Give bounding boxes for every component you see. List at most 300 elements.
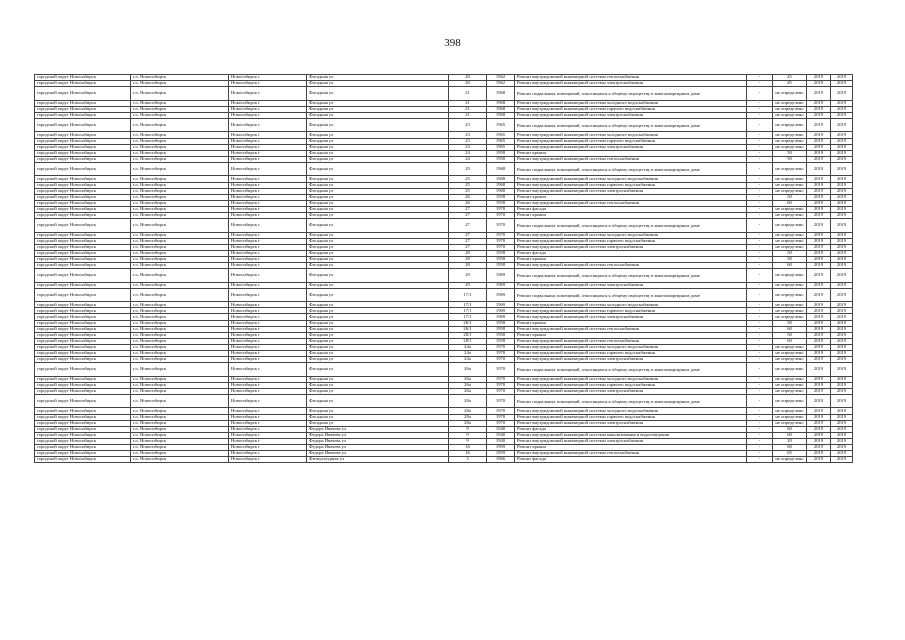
cell-district: городской округ Новосибирск (35, 112, 131, 118)
cell-cost: не определено (773, 269, 807, 283)
cell-cost: 50 (773, 332, 807, 338)
cell-city: Новосибирск г (229, 206, 307, 212)
repair-schedule-table (34, 74, 853, 463)
cell-locality: г.о. Новосибирск (131, 232, 229, 238)
cell-year-start: 2019 (807, 288, 831, 302)
cell-dash: - (747, 288, 773, 302)
cell-district: городской округ Новосибирск (35, 118, 131, 132)
cell-year-start: 2019 (807, 438, 831, 444)
cell-district: городской округ Новосибирск (35, 426, 131, 432)
cell-locality: г.о. Новосибирск (131, 188, 229, 194)
cell-year-start: 2019 (807, 363, 831, 377)
cell-cost: не определено (773, 382, 807, 388)
cell-house: 27 (449, 206, 487, 212)
cell-year-end: 2019 (831, 426, 853, 432)
cell-district: городской округ Новосибирск (35, 106, 131, 112)
cell-house: 27 (449, 238, 487, 244)
cell-street: Фасадная ул (307, 326, 449, 332)
cell-dash: - (747, 457, 773, 463)
cell-street: Фасадная ул (307, 282, 449, 288)
cell-city: Новосибирск г (229, 182, 307, 188)
cell-city: Новосибирск г (229, 308, 307, 314)
cell-locality: г.о. Новосибирск (131, 320, 229, 326)
cell-dash: - (747, 326, 773, 332)
cell-city: Новосибирск г (229, 414, 307, 420)
cell-year-start: 2019 (807, 100, 831, 106)
cell-house: 20 (449, 81, 487, 87)
cell-street: Фасадная ул (307, 219, 449, 233)
cell-year-built: 1958 (487, 256, 515, 262)
cell-year-start: 2019 (807, 351, 831, 357)
cell-city: Новосибирск г (229, 451, 307, 457)
cell-dash: - (747, 432, 773, 438)
cell-city: Новосибирск г (229, 351, 307, 357)
cell-year-start: 2019 (807, 250, 831, 256)
cell-street: Фасадная ул (307, 87, 449, 101)
cell-year-end: 2019 (831, 302, 853, 308)
cell-district: городской округ Новосибирск (35, 302, 131, 308)
cell-house: 21 (449, 87, 487, 101)
cell-year-built: 1969 (487, 288, 515, 302)
cell-year-built: 1970 (487, 232, 515, 238)
cell-cost: не определено (773, 302, 807, 308)
cell-city: Новосибирск г (229, 156, 307, 162)
cell-cost: 60 (773, 432, 807, 438)
cell-work: Ремонт подвальных помещений, относящихся к общему имуществу в многоквартирном доме (515, 288, 747, 302)
cell-city: Новосибирск г (229, 344, 307, 350)
cell-street: Фасадная ул (307, 320, 449, 326)
cell-year-start: 2019 (807, 457, 831, 463)
cell-year-built: 1970 (487, 394, 515, 408)
cell-street: Фасадная ул (307, 288, 449, 302)
cell-district: городской округ Новосибирск (35, 376, 131, 382)
cell-locality: г.о. Новосибирск (131, 414, 229, 420)
cell-city: Новосибирск г (229, 388, 307, 394)
cell-cost: 45 (773, 81, 807, 87)
cell-year-start: 2019 (807, 432, 831, 438)
cell-street: Фасадная ул (307, 314, 449, 320)
cell-year-built: 1958 (487, 194, 515, 200)
cell-city: Новосибирск г (229, 138, 307, 144)
cell-year-built: 1970 (487, 213, 515, 219)
cell-dash: - (747, 438, 773, 444)
cell-year-built: 1940 (487, 438, 515, 444)
cell-year-built: 1968 (487, 162, 515, 176)
cell-dash: - (747, 445, 773, 451)
cell-house: 27 (449, 213, 487, 219)
table-row (35, 288, 853, 302)
cell-year-start: 2019 (807, 238, 831, 244)
cell-house: 27 (449, 219, 487, 233)
cell-cost: не определено (773, 314, 807, 320)
cell-locality: г.о. Новосибирск (131, 426, 229, 432)
cell-street: Фасадная ул (307, 138, 449, 144)
cell-year-end: 2019 (831, 87, 853, 101)
cell-house: 28а (449, 394, 487, 408)
cell-work: Ремонт внутридомовой инженерной системы холодного водоснабжения (515, 176, 747, 182)
cell-cost: не определено (773, 87, 807, 101)
cell-city: Новосибирск г (229, 75, 307, 81)
cell-dash: - (747, 351, 773, 357)
cell-year-built: 1968 (487, 112, 515, 118)
cell-cost: не определено (773, 144, 807, 150)
cell-house: 26/1 (449, 326, 487, 332)
cell-district: городской округ Новосибирск (35, 445, 131, 451)
cell-year-start: 2019 (807, 263, 831, 269)
cell-city: Новосибирск г (229, 176, 307, 182)
cell-city: Новосибирск г (229, 118, 307, 132)
cell-work: Ремонт внутридомовой инженерной системы теплоснабжения (515, 156, 747, 162)
cell-locality: г.о. Новосибирск (131, 282, 229, 288)
cell-house: 26а (449, 382, 487, 388)
cell-year-start: 2019 (807, 256, 831, 262)
cell-city: Новосибирск г (229, 426, 307, 432)
cell-house: 28 (449, 263, 487, 269)
cell-cost: не определено (773, 357, 807, 363)
cell-year-end: 2019 (831, 144, 853, 150)
cell-house: 29 (449, 269, 487, 283)
cell-work: Ремонт внутридомовой инженерной системы горячего водоснабжения (515, 106, 747, 112)
cell-city: Новосибирск г (229, 376, 307, 382)
cell-district: городской округ Новосибирск (35, 200, 131, 206)
cell-house: 21 (449, 100, 487, 106)
cell-locality: г.о. Новосибирск (131, 250, 229, 256)
cell-street: Фасадная ул (307, 112, 449, 118)
cell-district: городской округ Новосибирск (35, 332, 131, 338)
cell-city: Новосибирск г (229, 188, 307, 194)
cell-cost: не определено (773, 344, 807, 350)
cell-district: городской округ Новосибирск (35, 213, 131, 219)
cell-street: Федора Ивачева ул (307, 438, 449, 444)
cell-locality: г.о. Новосибирск (131, 338, 229, 344)
cell-year-start: 2019 (807, 162, 831, 176)
cell-cost: не определено (773, 188, 807, 194)
cell-district: городской округ Новосибирск (35, 414, 131, 420)
cell-city: Новосибирск г (229, 445, 307, 451)
cell-house: 28/1 (449, 338, 487, 344)
cell-year-end: 2019 (831, 162, 853, 176)
cell-district: городской округ Новосибирск (35, 338, 131, 344)
cell-locality: г.о. Новосибирск (131, 112, 229, 118)
cell-year-start: 2019 (807, 426, 831, 432)
cell-year-built: 1970 (487, 357, 515, 363)
cell-dash: - (747, 138, 773, 144)
cell-year-built: 1958 (487, 326, 515, 332)
cell-house: 26а (449, 363, 487, 377)
cell-dash: - (747, 320, 773, 326)
cell-street: Фасадная ул (307, 269, 449, 283)
cell-year-end: 2019 (831, 363, 853, 377)
cell-city: Новосибирск г (229, 132, 307, 138)
cell-locality: г.о. Новосибирск (131, 263, 229, 269)
cell-district: городской округ Новосибирск (35, 182, 131, 188)
cell-house: 16 (449, 451, 487, 457)
cell-year-end: 2019 (831, 182, 853, 188)
cell-dash: - (747, 156, 773, 162)
cell-cost: 60 (773, 426, 807, 432)
cell-year-start: 2019 (807, 87, 831, 101)
cell-work: Ремонт фасада (515, 206, 747, 212)
cell-work: Ремонт внутридомовой инженерной системы горячего водоснабжения (515, 238, 747, 244)
cell-work: Ремонт внутридомовой инженерной системы электроснабжения (515, 112, 747, 118)
cell-year-start: 2019 (807, 408, 831, 414)
cell-cost: не определено (773, 414, 807, 420)
cell-street: Фасадная ул (307, 232, 449, 238)
cell-locality: г.о. Новосибирск (131, 408, 229, 414)
cell-district: городской округ Новосибирск (35, 451, 131, 457)
cell-year-built: 1968 (487, 176, 515, 182)
cell-street: Фасадная ул (307, 302, 449, 308)
cell-year-built: 1959 (487, 451, 515, 457)
cell-year-end: 2019 (831, 357, 853, 363)
cell-locality: г.о. Новосибирск (131, 432, 229, 438)
cell-house: 17/1 (449, 314, 487, 320)
cell-year-start: 2019 (807, 388, 831, 394)
cell-cost: не определено (773, 244, 807, 250)
cell-dash: - (747, 81, 773, 87)
cell-year-end: 2019 (831, 176, 853, 182)
cell-year-end: 2019 (831, 414, 853, 420)
cell-year-built: 1970 (487, 238, 515, 244)
cell-district: городской округ Новосибирск (35, 194, 131, 200)
cell-street: Фасадная ул (307, 162, 449, 176)
cell-locality: г.о. Новосибирск (131, 288, 229, 302)
cell-district: городской округ Новосибирск (35, 282, 131, 288)
cell-street: Фасадная ул (307, 388, 449, 394)
cell-house: 9 (449, 432, 487, 438)
cell-street: Фасадная ул (307, 308, 449, 314)
cell-dash: - (747, 176, 773, 182)
cell-work: Ремонт внутридомовой инженерной системы теплоснабжения (515, 200, 747, 206)
cell-dash: - (747, 188, 773, 194)
cell-year-end: 2019 (831, 244, 853, 250)
cell-street: Фасадная ул (307, 238, 449, 244)
cell-house: 25 (449, 188, 487, 194)
cell-cost: не определено (773, 363, 807, 377)
cell-year-end: 2019 (831, 132, 853, 138)
cell-street: Фасадная ул (307, 332, 449, 338)
cell-year-end: 2019 (831, 326, 853, 332)
cell-year-start: 2019 (807, 132, 831, 138)
cell-city: Новосибирск г (229, 213, 307, 219)
cell-locality: г.о. Новосибирск (131, 138, 229, 144)
cell-year-end: 2019 (831, 408, 853, 414)
cell-year-end: 2019 (831, 232, 853, 238)
cell-dash: - (747, 182, 773, 188)
cell-locality: г.о. Новосибирск (131, 144, 229, 150)
cell-work: Ремонт крыши (515, 213, 747, 219)
table-row (35, 219, 853, 233)
cell-city: Новосибирск г (229, 332, 307, 338)
cell-dash: - (747, 382, 773, 388)
cell-house: 24 (449, 150, 487, 156)
cell-cost: 50 (773, 250, 807, 256)
cell-year-start: 2019 (807, 244, 831, 250)
cell-street: Фасадная ул (307, 408, 449, 414)
cell-house: 23 (449, 138, 487, 144)
cell-city: Новосибирск г (229, 244, 307, 250)
cell-district: городской округ Новосибирск (35, 232, 131, 238)
cell-locality: г.о. Новосибирск (131, 256, 229, 262)
cell-work: Ремонт крыши (515, 256, 747, 262)
cell-street: Федора Ивачева ул (307, 426, 449, 432)
cell-district: городской округ Новосибирск (35, 244, 131, 250)
cell-street: Фасадная ул (307, 132, 449, 138)
cell-year-built: 1965 (487, 118, 515, 132)
cell-street: Фасадная ул (307, 156, 449, 162)
cell-cost: 60 (773, 263, 807, 269)
cell-locality: г.о. Новосибирск (131, 445, 229, 451)
cell-year-built: 1940 (487, 432, 515, 438)
cell-district: городской округ Новосибирск (35, 438, 131, 444)
cell-street: Фасадная ул (307, 344, 449, 350)
cell-dash: - (747, 100, 773, 106)
cell-year-start: 2019 (807, 338, 831, 344)
cell-dash: - (747, 132, 773, 138)
cell-district: городской округ Новосибирск (35, 388, 131, 394)
cell-year-start: 2019 (807, 150, 831, 156)
cell-work: Ремонт внутридомовой инженерной системы теплоснабжения (515, 75, 747, 81)
cell-year-start: 2019 (807, 314, 831, 320)
cell-work: Ремонт внутридомовой инженерной системы холодного водоснабжения (515, 132, 747, 138)
cell-city: Новосибирск г (229, 408, 307, 414)
cell-year-start: 2019 (807, 344, 831, 350)
cell-dash: - (747, 213, 773, 219)
cell-work: Ремонт внутридомовой инженерной системы электроснабжения (515, 144, 747, 150)
cell-year-built: 1969 (487, 314, 515, 320)
cell-year-end: 2019 (831, 269, 853, 283)
table-row (35, 363, 853, 377)
table-row (35, 394, 853, 408)
cell-house: 27 (449, 244, 487, 250)
cell-cost: не определено (773, 162, 807, 176)
cell-year-built: 1970 (487, 206, 515, 212)
cell-locality: г.о. Новосибирск (131, 176, 229, 182)
cell-district: городской округ Новосибирск (35, 363, 131, 377)
cell-year-built: 1970 (487, 219, 515, 233)
cell-house: 16 (449, 445, 487, 451)
cell-locality: г.о. Новосибирск (131, 308, 229, 314)
cell-street: Фасадная ул (307, 194, 449, 200)
cell-street: Федора Ивачева ул (307, 432, 449, 438)
cell-house: 24а (449, 344, 487, 350)
cell-year-start: 2019 (807, 302, 831, 308)
cell-locality: г.о. Новосибирск (131, 388, 229, 394)
cell-year-end: 2019 (831, 81, 853, 87)
cell-year-start: 2019 (807, 451, 831, 457)
cell-work: Ремонт внутридомовой инженерной системы электроснабжения (515, 81, 747, 87)
cell-dash: - (747, 244, 773, 250)
cell-year-built: 1970 (487, 408, 515, 414)
cell-cost: не определено (773, 394, 807, 408)
cell-city: Новосибирск г (229, 338, 307, 344)
cell-cost: 60 (773, 445, 807, 451)
cell-year-end: 2019 (831, 388, 853, 394)
cell-city: Новосибирск г (229, 81, 307, 87)
cell-year-built: 1969 (487, 308, 515, 314)
cell-city: Новосибирск г (229, 200, 307, 206)
cell-locality: г.о. Новосибирск (131, 376, 229, 382)
cell-district: городской округ Новосибирск (35, 269, 131, 283)
cell-year-built: 1962 (487, 75, 515, 81)
cell-cost: не определено (773, 219, 807, 233)
cell-work: Ремонт подвальных помещений, относящихся к общему имуществу в многоквартирном доме (515, 162, 747, 176)
cell-house: 26 (449, 194, 487, 200)
cell-locality: г.о. Новосибирск (131, 351, 229, 357)
cell-year-end: 2019 (831, 138, 853, 144)
cell-street: Фасадная ул (307, 75, 449, 81)
cell-street: Фасадная ул (307, 144, 449, 150)
cell-dash: - (747, 238, 773, 244)
cell-work: Ремонт внутридомовой инженерной системы теплоснабжения (515, 451, 747, 457)
cell-city: Новосибирск г (229, 87, 307, 101)
cell-year-built: 1970 (487, 344, 515, 350)
cell-dash: - (747, 194, 773, 200)
cell-year-built: 1959 (487, 445, 515, 451)
cell-year-built: 1969 (487, 269, 515, 283)
cell-district: городской округ Новосибирск (35, 132, 131, 138)
cell-locality: г.о. Новосибирск (131, 87, 229, 101)
cell-dash: - (747, 388, 773, 394)
cell-year-built: 1970 (487, 351, 515, 357)
cell-work: Ремонт внутридомовой инженерной системы горячего водоснабжения (515, 351, 747, 357)
cell-work: Ремонт внутридомовой инженерной системы горячего водоснабжения (515, 182, 747, 188)
cell-street: Фасадная ул (307, 213, 449, 219)
cell-year-built: 1970 (487, 376, 515, 382)
table-body (35, 75, 853, 463)
cell-year-start: 2019 (807, 75, 831, 81)
cell-locality: г.о. Новосибирск (131, 238, 229, 244)
cell-dash: - (747, 308, 773, 314)
cell-year-end: 2019 (831, 445, 853, 451)
cell-year-built: 1968 (487, 87, 515, 101)
cell-work: Ремонт подвальных помещений, относящихся к общему имуществу в многоквартирном доме (515, 87, 747, 101)
cell-house: 27 (449, 232, 487, 238)
cell-dash: - (747, 200, 773, 206)
cell-locality: г.о. Новосибирск (131, 438, 229, 444)
cell-house: 17/1 (449, 288, 487, 302)
cell-year-start: 2019 (807, 156, 831, 162)
cell-year-built: 1958 (487, 320, 515, 326)
cell-locality: г.о. Новосибирск (131, 219, 229, 233)
cell-dash: - (747, 144, 773, 150)
cell-year-end: 2019 (831, 156, 853, 162)
cell-year-built: 1970 (487, 382, 515, 388)
cell-year-end: 2019 (831, 351, 853, 357)
cell-cost: 50 (773, 150, 807, 156)
cell-cost: не определено (773, 408, 807, 414)
cell-city: Новосибирск г (229, 420, 307, 426)
cell-locality: г.о. Новосибирск (131, 81, 229, 87)
cell-locality: г.о. Новосибирск (131, 269, 229, 283)
cell-district: городской округ Новосибирск (35, 263, 131, 269)
cell-work: Ремонт внутридомовой инженерной системы электроснабжения (515, 188, 747, 194)
cell-dash: - (747, 118, 773, 132)
cell-city: Новосибирск г (229, 106, 307, 112)
cell-dash: - (747, 75, 773, 81)
cell-street: Федора Ивачева ул (307, 451, 449, 457)
cell-work: Ремонт крыши (515, 320, 747, 326)
cell-district: городской округ Новосибирск (35, 394, 131, 408)
cell-year-end: 2019 (831, 314, 853, 320)
cell-district: городской округ Новосибирск (35, 138, 131, 144)
cell-district: городской округ Новосибирск (35, 288, 131, 302)
cell-cost: не определено (773, 238, 807, 244)
cell-locality: г.о. Новосибирск (131, 150, 229, 156)
cell-year-start: 2019 (807, 213, 831, 219)
cell-year-start: 2019 (807, 206, 831, 212)
cell-cost: не определено (773, 182, 807, 188)
